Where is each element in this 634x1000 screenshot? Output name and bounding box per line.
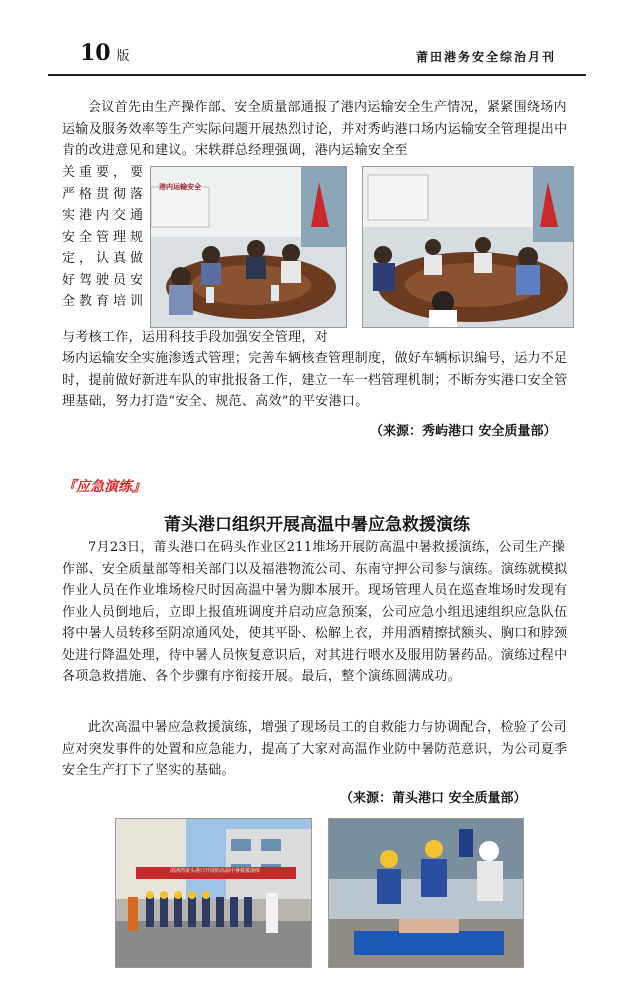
drill-photo-left-image bbox=[116, 819, 311, 967]
publication-title: 莆田港务安全综治月刊 bbox=[415, 50, 556, 64]
page-number-suffix: 版 bbox=[116, 49, 130, 64]
page-number bbox=[80, 40, 130, 66]
article1-wrapped-text: 关重要，要严格贯彻落实港内交通安全管理规定，认真做好驾驶员安全教育培训 bbox=[62, 165, 148, 309]
meeting-photo-right bbox=[362, 166, 574, 328]
drill-photo-right-image bbox=[329, 819, 523, 967]
meeting-photo-right-image bbox=[363, 167, 573, 327]
article1-source: （来源：秀屿港口 安全质量部） bbox=[370, 424, 557, 439]
page-number-value: 10 bbox=[80, 40, 111, 66]
drill-photo-right bbox=[328, 818, 524, 968]
header-rule bbox=[48, 74, 586, 76]
drill-photo-left-banner: 湄洲湾莆头港口开展防高温中暑救援演练 bbox=[169, 868, 260, 874]
section-tag: 『应急演练』 bbox=[62, 479, 146, 495]
article1-line: 与考核工作，运用科技手段加强安全管理，对 bbox=[62, 330, 329, 345]
article1-paragraph: 会议首先由生产操作部、安全质量部通报了港内运输安全生产情况，紧紧围绕场内运输及服务效率等生产实际问题开展热烈讨论，并对秀屿港口场内运输安全管理提出中肯的改进意见和建议。宋轶群总经理强调，港内运输安全至 bbox=[62, 100, 568, 158]
article1-paragraph-continued: 场内运输安全实施渗透式管理；完善车辆核查管理制度，做好车辆标识编号，运力不足时，提前做好新进车队的审批报备工作，建立一车一档管理机制；不断夯实港口安全管理基础，努力打造“安全、规范、高效”的平安港口。 bbox=[62, 351, 568, 409]
article2-paragraph-2: 此次高温中暑应急救援演练，增强了现场员工的自救能力与协调配合，检验了公司应对突发事件的处置和应急能力，提高了大家对高温作业防中暑防范意识，为公司夏季安全生产打下了坚实的基础。 bbox=[62, 720, 568, 778]
article2-paragraph-1: 7月23日，莆头港口在码头作业区211堆场开展防高温中暑救援演练，公司生产操作部、安全质量部等相关部门以及福港物流公司、东南守押公司参与演练。演练就模拟作业人员在作业堆场检尺时因高温中暑为脚本展开。现场管理人员在巡查堆场时发现有作业人员倒地后，立即上报值班调度并启动应急预案，公司应急小组迅速组织应急队伍将中暑人员转移至阴凉通风处，使其平卧、松解上衣，并用酒精擦拭额头、胸口和脖颈处进行降温处理，待中暑人员恢复意识后，对其进行喂水及服用防暑药品。演练过程中各项急救措施、各个步骤有序衔接开展。最后，整个演练圆满成功。 bbox=[62, 540, 568, 684]
article2-source: （来源：莆头港口 安全质量部） bbox=[340, 791, 527, 806]
drill-photo-left bbox=[115, 818, 312, 968]
article2-title: 莆头港口组织开展高温中暑应急救援演练 bbox=[164, 515, 470, 535]
meeting-photo-left-banner: 港内运输安全 bbox=[159, 183, 201, 191]
